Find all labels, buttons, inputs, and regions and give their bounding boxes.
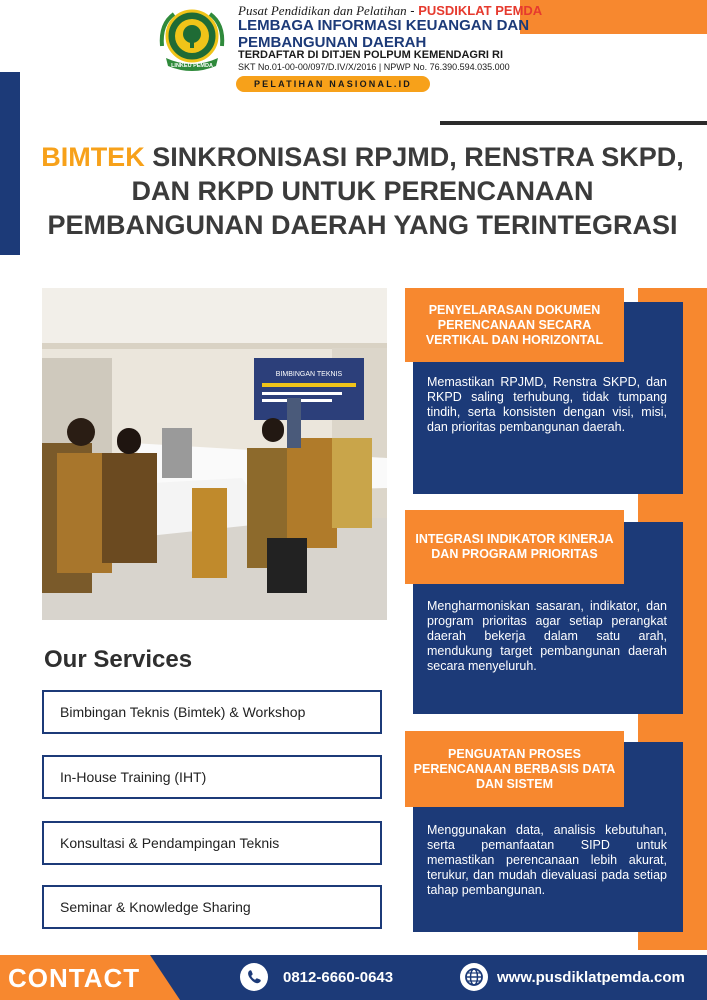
globe-icon xyxy=(460,963,488,991)
logo-caption: LINKEU PEMDA xyxy=(171,63,213,69)
institution-short-name: PUSDIKLAT PEMDA xyxy=(418,3,543,18)
feature-description: Menggunakan data, analisis kebutuhan, serta pemanfaatan SIPD untuk memastikan perencanaan lebih akurat, terukur, dan mudah dievaluasi pada setiap tahap pembangunan. xyxy=(427,823,667,897)
title-highlight: BIMTEK xyxy=(41,142,145,172)
service-item: Konsultasi & Pendampingan Teknis xyxy=(42,821,382,865)
service-item: In-House Training (IHT) xyxy=(42,755,382,799)
training-photo xyxy=(42,288,387,620)
header-divider xyxy=(440,121,707,125)
institution-separator: - xyxy=(406,3,419,18)
feature-heading: PENGUATAN PROSES PERENCANAAN BERBASIS DATA DAN SISTEM xyxy=(405,731,624,807)
service-item: Seminar & Knowledge Sharing xyxy=(42,885,382,929)
feature-description: Mengharmoniskan sasaran, indikator, dan program prioritas agar setiap perangkat daerah bekerja dalam satu arah, mendukung target pembangunan daerah secara menyeluruh. xyxy=(427,599,667,673)
phone-icon xyxy=(240,963,268,991)
left-accent-bar xyxy=(0,72,20,255)
services-heading: Our Services xyxy=(44,646,193,673)
title-text: SINKRONISASI RPJMD, RENSTRA SKPD, DAN RKPD UNTUK PERENCANAAN PEMBANGUNAN DAERAH YANG TERINTEGRASI xyxy=(47,142,684,240)
website-link[interactable]: www.pusdiklatpemda.com xyxy=(497,969,685,986)
registration-numbers: SKT No.01-00-00/097/D.IV/X/2016 | NPWP No. 76.390.594.035.000 xyxy=(238,62,510,72)
page-title xyxy=(40,140,685,242)
linkeu-pemda-logo xyxy=(152,4,232,74)
phone-number[interactable]: 0812-6660-0643 xyxy=(283,969,394,986)
photo-banner-text: BIMBINGAN TEKNIS xyxy=(275,371,343,378)
service-item: Bimbingan Teknis (Bimtek) & Workshop xyxy=(42,690,382,734)
feature-heading: PENYELARASAN DOKUMEN PERENCANAAN SECARA VERTIKAL DAN HORIZONTAL xyxy=(405,288,624,362)
feature-description: Memastikan RPJMD, Renstra SKPD, dan RKPD saling terhubung, tidak tumpang tindih, serta konsisten dengan visi, misi, dan prioritas pembangunan daerah. xyxy=(427,375,667,434)
website-badge: PELATIHAN NASIONAL.ID xyxy=(236,76,430,92)
photo-banner xyxy=(254,358,364,420)
organization-name: LEMBAGA INFORMASI KEUANGAN DAN PEMBANGUNAN DAERAH xyxy=(238,17,530,51)
feature-heading: INTEGRASI INDIKATOR KINERJA DAN PROGRAM PRIORITAS xyxy=(405,510,624,584)
contact-label: CONTACT xyxy=(8,963,141,993)
institution-full-name: Pusat Pendidikan dan Pelatihan xyxy=(238,3,407,18)
registration-statement: TERDAFTAR DI DITJEN POLPUM KEMENDAGRI RI xyxy=(238,49,504,61)
